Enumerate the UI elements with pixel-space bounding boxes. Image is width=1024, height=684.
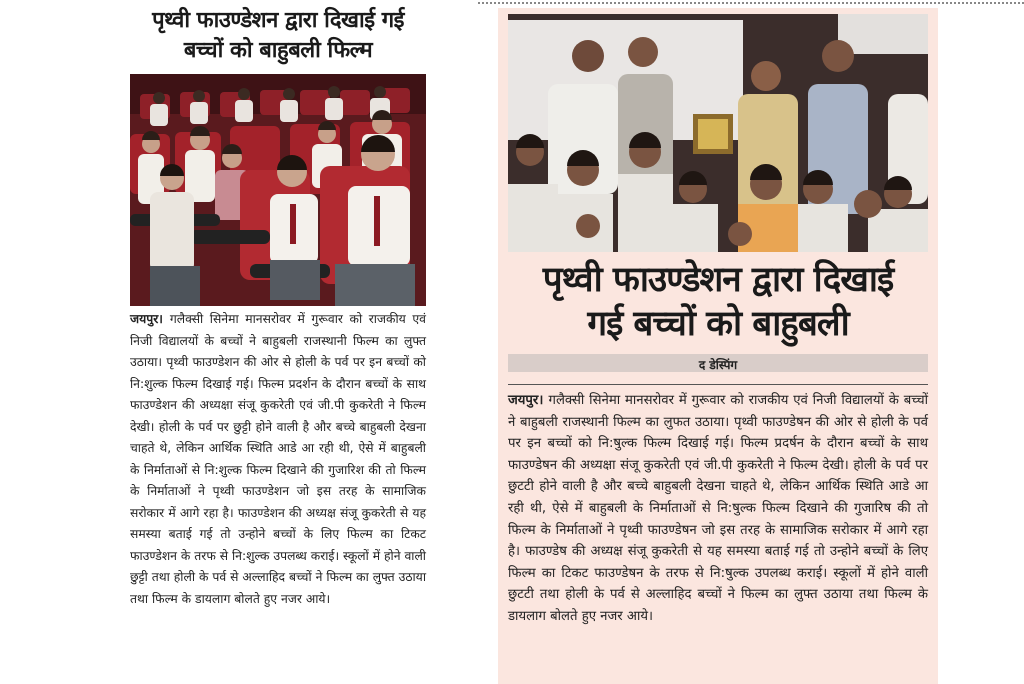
left-headline-line-2: बच्चों को बाहुबली फिल्म [183, 38, 373, 63]
award-ceremony-photo [508, 14, 928, 252]
right-newspaper-clipping [498, 8, 938, 684]
right-headline-line-1: पृथ्वी फाउण्डेशन द्वारा दिखाई [542, 260, 894, 300]
dotted-border [478, 2, 1024, 4]
right-headline [498, 258, 938, 346]
left-article-text: गलैक्सी सिनेमा मानसरोवर में गुरूवार को राजकीय एवं निजी विद्यालयों के बच्चों ने बाहुबली राजस्थानी फिल्म का लुफ्त उठाया। पृथ्वी फाउण्डेशन की ओर से होली के पर्व पर इन बच्चों को नि:शुल्क फिल्म दिखाई गई। फिल्म प्रदर्शन के दौरान बच्चों के साथ फाउण्डेशन की अध्यक्षा संजू कुकरेती एवं जी.पी कुकरेती ने फिल्म देखी। होली के पर्व पर छुट्टी होने वाली है और बच्चे बाहुबली देखना चाहते थे, लेकिन आर्थिक स्थिति आडे आ रही थी, ऐसे में बाहुबली के निर्माताओं से नि:शुल्क फिल्म दिखाने की गुजारिश की तो फिल्म के निर्माताओं ने पृथ्वी फाउण्डेशन जो इस तरह के सामाजिक सरोकार में आगे रहा है। फाउण्डेशन की अध्यक्ष संजू कुकरेती से यह समस्या बताई गई तो उन्होने बच्चों के लिए फिल्म का टिकट फाउण्डेशन के तरफ से नि:शुल्क उपलब्ध कराई। स्कूलों में होने वाली छुट्टी तथा होली के पर्व से अल्लाहिद बच्चों ने फिल्म का लुफ्त उठाया तथा फिल्म के डायलाग बोलते हुए नजर आये। [130, 312, 426, 606]
right-headline-line-2: गई बच्चों को बाहुबली [587, 304, 849, 344]
right-article-text: गलैक्सी सिनेमा मानसरोवर में गुरूवार को राजकीय एवं निजी विद्यालयों के बच्चों ने बाहुबली राजस्थानी फिल्म का लुफत उठाया। पृथ्वी फाउण्डेषन की ओर से होली के पर्व पर इन बच्चों को नि:षुल्क फिल्म दिखाई गई। फिल्म प्रदर्षन के दौरान बच्चों के साथ फाउण्डेषन की अध्यक्षा संजू कुकरेती एवं जी.पी कुकरेती ने फिल्म देखी। होली के पर्व पर छुटटी होने वाली है और बच्चे बाहुबली देखना चाहते थे, लेकिन आर्थिक स्थिति आडे आ रही थी, ऐसे में बाहुबली के निर्माताओं से नि:षुल्क फिल्म दिखाने की गुजारिष की तो फिल्म के निर्माताओं ने पृथ्वी फाउण्डेषन जो इस तरह के सामाजिक सरोकार में आगे रहा है। फाउण्डेष की अध्यक्ष संजू कुकरेती से यह समस्या बताई गई तो उन्होने बच्चों के लिए फिल्म का टिकट फाउण्डेषन के तरफ से नि:षुल्क उपलब्ध कराई। स्कूलों में होने वाली छुटटी तथा होली के पर्व से अल्लाहिद बच्चों ने फिल्म का लुफ्त उठाया तथा फिल्म के डायलाग बोलते हुए नजर आये। [508, 393, 928, 624]
right-article-body [508, 390, 928, 628]
left-headline-line-1: पृथ्वी फाउण्डेशन द्वारा दिखाई गई [152, 8, 404, 33]
cinema-audience-photo [130, 74, 426, 306]
award-ceremony-illustration [508, 14, 928, 252]
cinema-audience-illustration [130, 74, 426, 306]
byline: द डेस्पिंग [698, 358, 738, 372]
left-headline [128, 4, 428, 66]
left-newspaper-clipping [128, 4, 428, 680]
byline-bar [508, 354, 928, 372]
left-dateline: जयपुर। [130, 312, 170, 326]
right-dateline: जयपुर। [508, 393, 549, 408]
divider [508, 384, 928, 385]
left-article-body [130, 309, 426, 610]
